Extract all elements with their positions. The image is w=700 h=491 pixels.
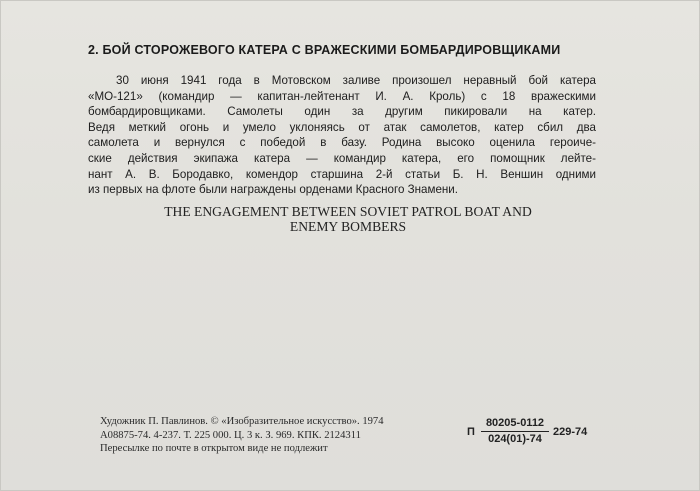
- index-suffix: 229-74: [553, 426, 588, 438]
- catalog-index: [467, 417, 627, 451]
- publisher-imprint: [100, 415, 460, 456]
- card-title: 2. БОЙ СТОРОЖЕВОГО КАТЕРА С ВРАЖЕСКИМИ БОМБАРДИРОВЩИКАМИ: [88, 43, 561, 57]
- english-title: [88, 204, 608, 234]
- imprint-line: Художник П. Павлинов. © «Изобразительное искусство». 1974: [100, 416, 384, 427]
- index-fraction: [481, 417, 549, 446]
- paragraph-line: «МО-121» (командир — капитан-лейтенант И. А. Кроль) с 18 вражескими: [88, 89, 596, 103]
- paragraph-line: ские действия экипажа катера — командир катера, его помощник лейте-: [88, 151, 596, 165]
- description-paragraph: [88, 73, 596, 198]
- imprint-line: А08875-74. 4-237. Т. 225 000. Ц. 3 к. З. 969. КПК. 2124311: [100, 429, 361, 441]
- paragraph-line: самолета и вернулся с победой в базу. Родина высоко оценила героиче-: [88, 136, 596, 150]
- english-title-line: ENEMY BOMBERS: [289, 219, 407, 234]
- index-denominator: 024(01)-74: [488, 433, 542, 445]
- english-title-line: THE ENGAGEMENT BETWEEN SOVIET PATROL BOAT AND: [164, 204, 532, 219]
- paragraph-line: Ведя меткий огонь и умело уклоняясь от атак самолетов, катер сбил два: [88, 120, 596, 134]
- paragraph-line: бомбардировщиками. Самолеты один за другим пикировали на катер.: [88, 105, 596, 119]
- paragraph-line: 30 июня 1941 года в Мотовском заливе произошел неравный бой катера: [116, 74, 596, 87]
- imprint-line: Пересылке по почте в открытом виде не подлежит: [100, 443, 328, 455]
- paragraph-line: из первых на флоте были награждены орденами Красного Знамени.: [88, 183, 458, 197]
- fraction-bar: [481, 431, 549, 432]
- paragraph-line: нант А. В. Бородавко, комендор старшина 2-й статьи Б. Н. Веншин одними: [88, 167, 596, 181]
- index-prefix: П: [467, 426, 475, 438]
- index-numerator: 80205-0112: [485, 417, 545, 429]
